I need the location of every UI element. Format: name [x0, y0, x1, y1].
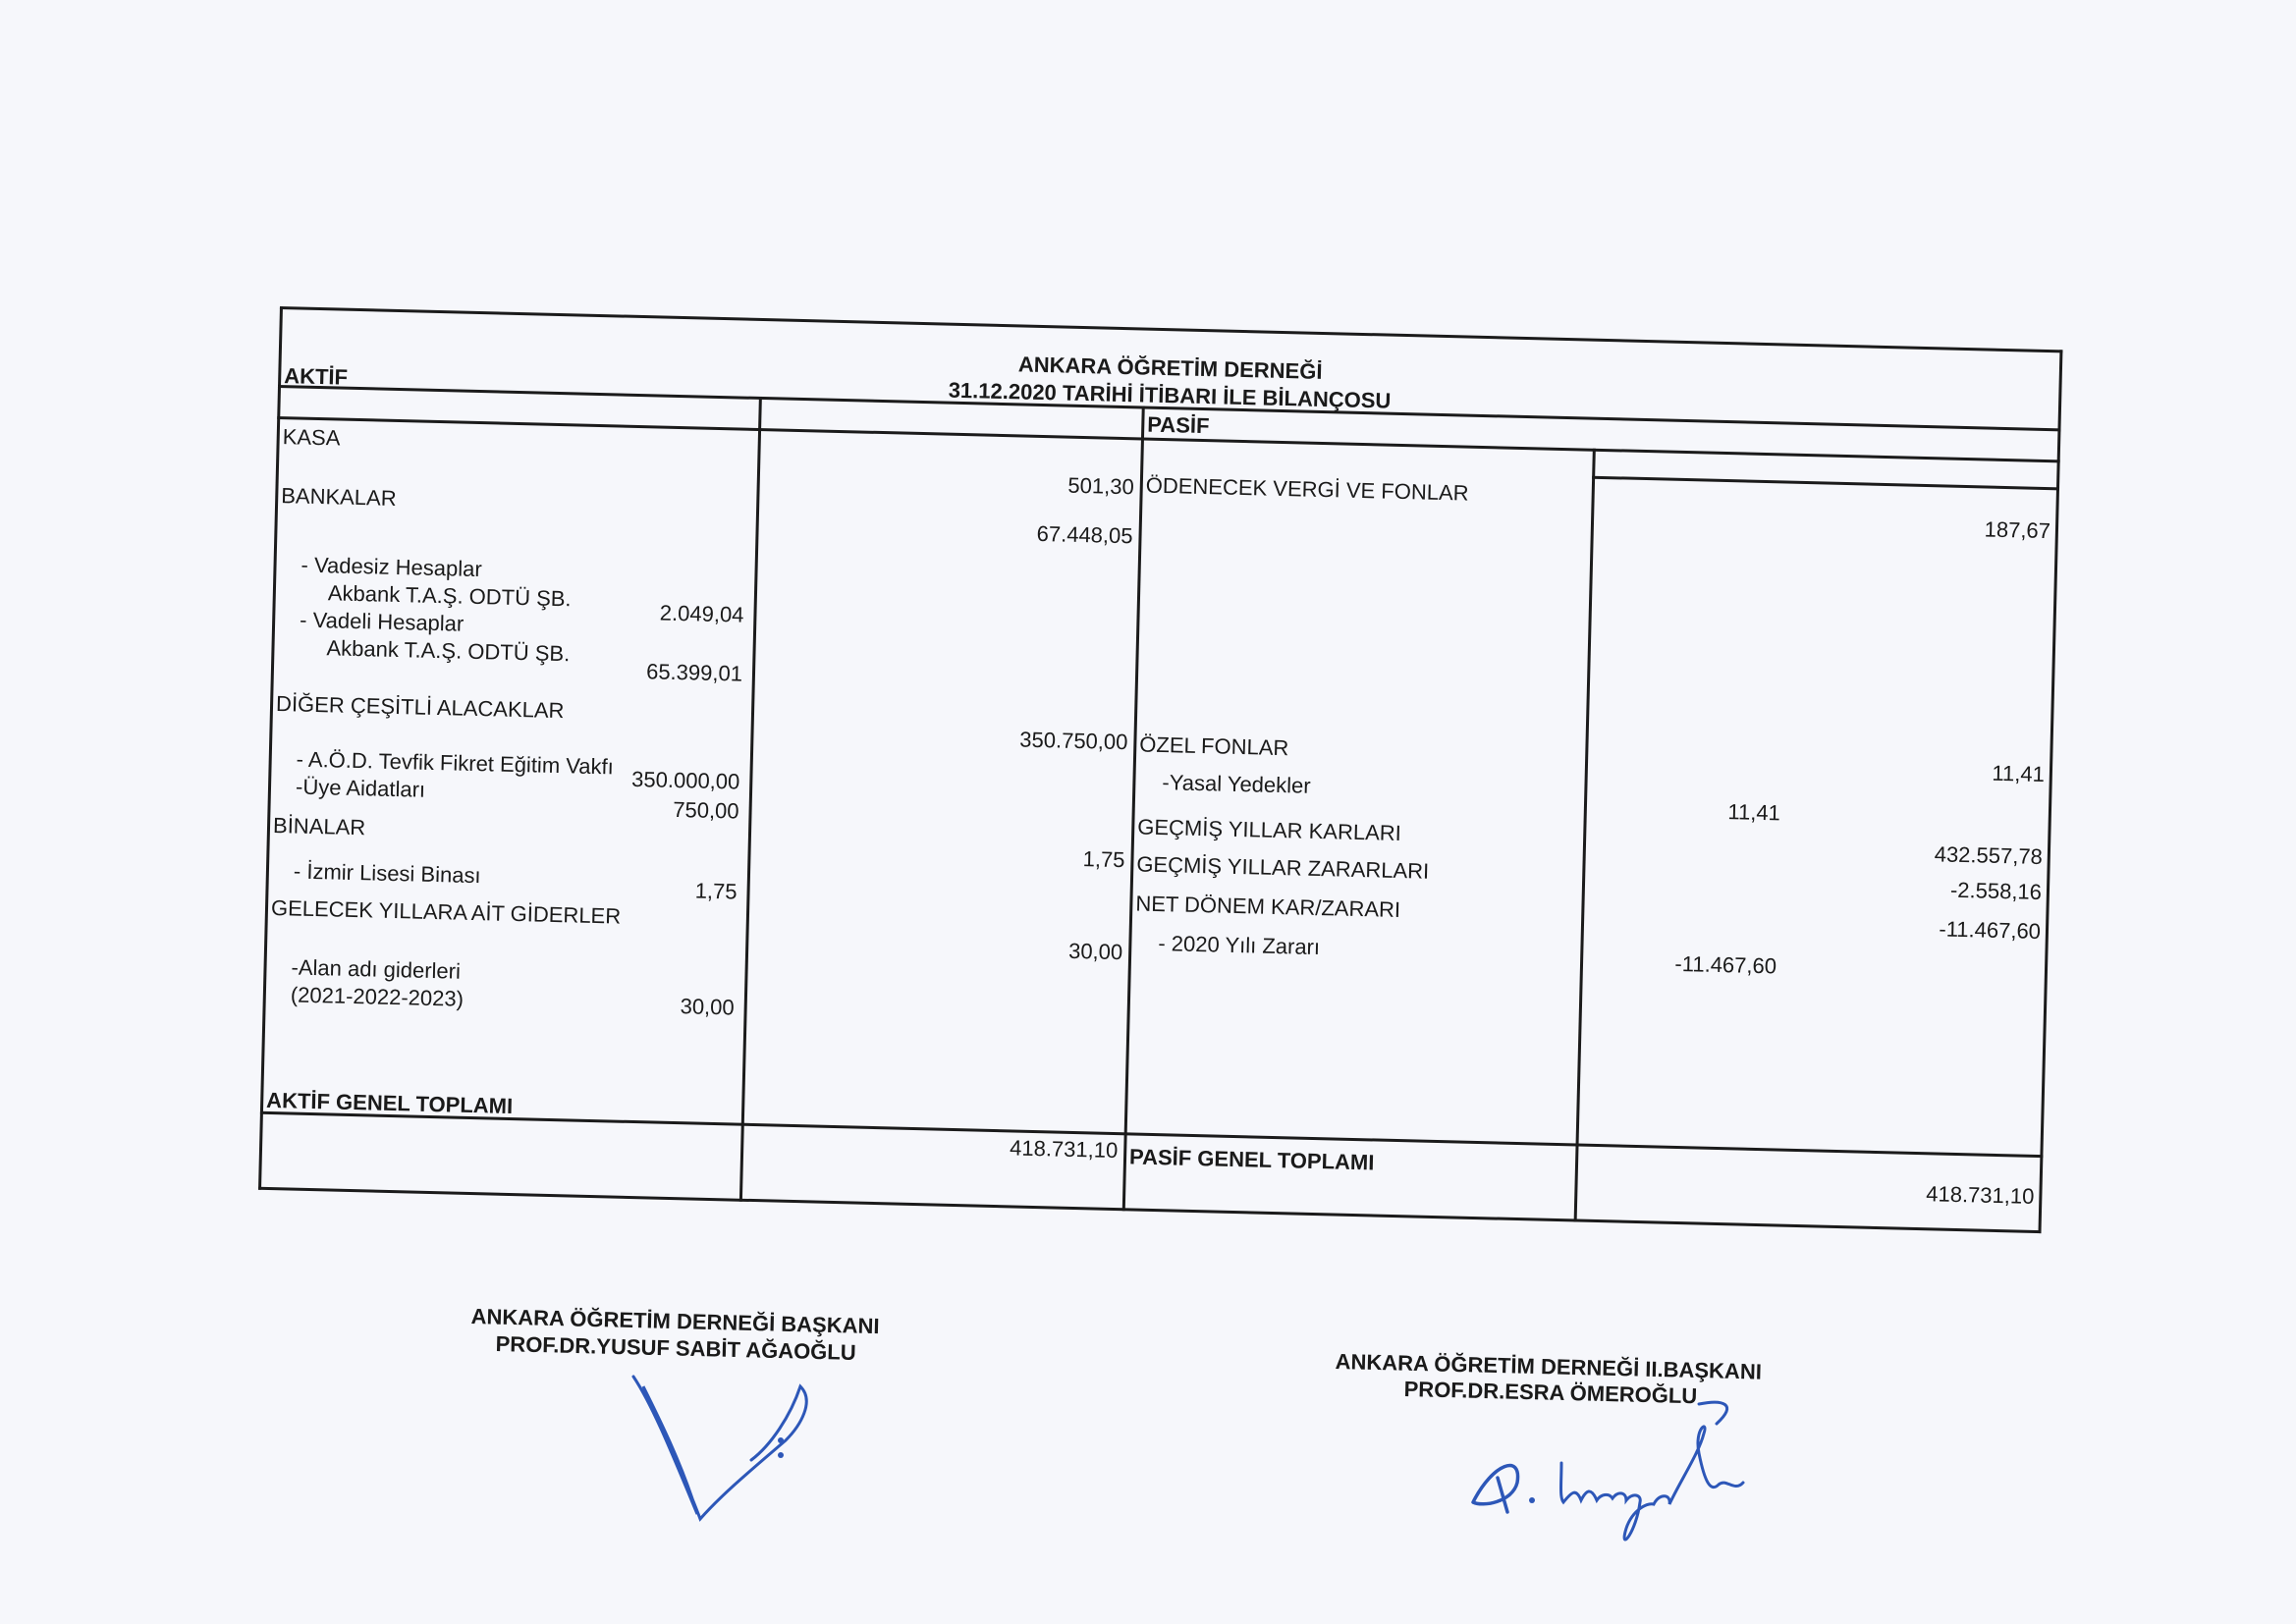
- net-donem-label: NET DÖNEM KAR/ZARARI: [1135, 891, 1401, 923]
- aktif-genel-toplam-label: AKTİF GENEL TOPLAMI: [265, 1087, 514, 1119]
- gelecek-item1b: (2021-2022-2023): [290, 982, 465, 1011]
- vadeli-label: - Vadeli Hesaplar: [299, 607, 465, 636]
- vadesiz-amount: 2.049,04: [659, 600, 744, 627]
- kasa-total: 501,30: [1067, 472, 1135, 500]
- diger-item2-amount: 750,00: [672, 796, 739, 824]
- gelecek-item1-amount: 30,00: [680, 994, 735, 1020]
- left-signature-image: [614, 1347, 840, 1534]
- vadesiz-bank: Akbank T.A.Ş. ODTÜ ŞB.: [327, 580, 572, 612]
- yil-zarari-label: - 2020 Yılı Zararı: [1158, 931, 1321, 960]
- gecmis-zararlar-label: GEÇMİŞ YILLAR ZARARLARI: [1136, 851, 1430, 884]
- vadeli-bank: Akbank T.A.Ş. ODTÜ ŞB.: [326, 635, 571, 667]
- gecmis-karlar-total: 432.557,78: [1934, 841, 2044, 870]
- right-signatory-name: PROF.DR.ESRA ÖMEROĞLU: [1403, 1377, 1698, 1409]
- table-border-bottom: [258, 1187, 2042, 1233]
- gelecek-item1: -Alan adı giderleri: [291, 954, 462, 984]
- yil-zarari-amount: -11.467,60: [1674, 950, 1777, 979]
- right-signature-image: [1453, 1384, 1787, 1561]
- yasal-yedekler-label: -Yasal Yedekler: [1162, 770, 1311, 798]
- left-signatory-name: PROF.DR.YUSUF SABİT AĞAOĞLU: [495, 1331, 856, 1365]
- binalar-item1-amount: 1,75: [694, 878, 738, 904]
- yasal-yedekler-amount: 11,41: [1727, 799, 1781, 826]
- balance-sheet-table: [258, 306, 2062, 1233]
- diger-item1: - A.Ö.D. Tevfik Fikret Eğitim Vakfı: [296, 746, 615, 780]
- vadeli-amount: 65.399,01: [645, 659, 743, 686]
- table-border-left: [258, 306, 283, 1190]
- gelecek-label: GELECEK YILLARA AİT GİDERLER: [270, 894, 622, 929]
- binalar-total: 1,75: [1082, 846, 1125, 873]
- ozel-fonlar-total: 11,41: [1992, 760, 2046, 787]
- pasif-subheader-separator: [1592, 476, 2059, 491]
- right-signatory-title: ANKARA ÖĞRETİM DERNEĞİ II.BAŞKANI: [1335, 1349, 1763, 1384]
- pasif-genel-toplam: 418.731,10: [1926, 1181, 2035, 1209]
- bankalar-total: 67.448,05: [1036, 520, 1133, 549]
- diger-label: DİĞER ÇEŞİTLİ ALACAKLAR: [275, 691, 565, 724]
- column-divider-1: [739, 397, 762, 1202]
- vadesiz-label: - Vadesiz Hesaplar: [301, 552, 483, 582]
- aktif-genel-toplam: 418.731,10: [1009, 1135, 1119, 1164]
- left-signatory-title: ANKARA ÖĞRETİM DERNEĞİ BAŞKANI: [470, 1304, 880, 1339]
- document-title: ANKARA ÖĞRETİM DERNEĞİ: [1017, 352, 1323, 384]
- gelecek-total: 30,00: [1067, 938, 1123, 965]
- table-border-right: [2038, 350, 2062, 1233]
- odenecek-total: 187,67: [1984, 516, 2051, 544]
- net-donem-total: -11.467,60: [1939, 916, 2042, 944]
- diger-item1-amount: 350.000,00: [630, 766, 740, 794]
- bankalar-label: BANKALAR: [280, 483, 397, 511]
- odenecek-label: ÖDENECEK VERGİ VE FONLAR: [1145, 472, 1469, 506]
- document-subtitle: 31.12.2020 TARİHİ İTİBARI İLE BİLANÇOSU: [948, 377, 1392, 413]
- gecmis-zararlar-total: -2.558,16: [1949, 877, 2043, 905]
- diger-total: 350.750,00: [1019, 727, 1128, 755]
- binalar-item1: - İzmir Lisesi Binası: [293, 858, 481, 889]
- diger-item2: -Üye Aidatları: [295, 774, 426, 802]
- kasa-label: KASA: [282, 424, 341, 451]
- pasif-genel-toplam-label: PASİF GENEL TOPLAMI: [1128, 1144, 1375, 1175]
- gecmis-karlar-label: GEÇMİŞ YILLAR KARLARI: [1137, 814, 1402, 846]
- binalar-label: BİNALAR: [272, 812, 366, 840]
- pasif-header: PASİF: [1147, 411, 1210, 439]
- column-divider-3: [1574, 449, 1596, 1222]
- aktif-header: AKTİF: [283, 363, 349, 390]
- ozel-fonlar-label: ÖZEL FONLAR: [1139, 731, 1289, 761]
